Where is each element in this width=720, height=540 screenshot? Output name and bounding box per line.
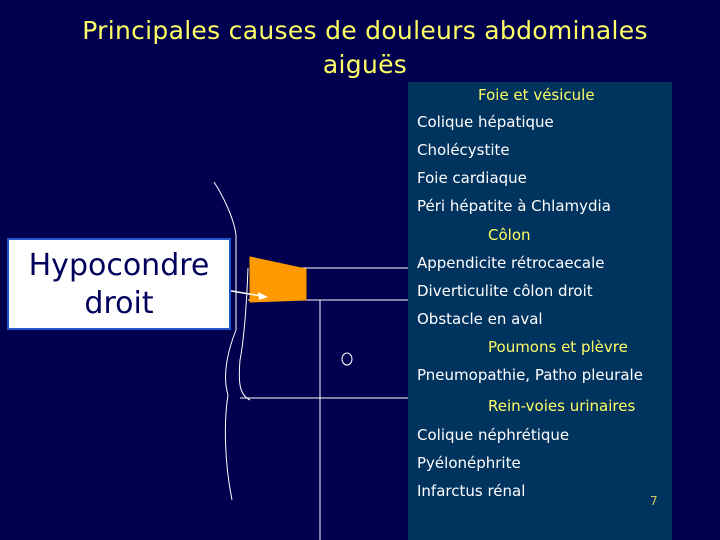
cause-item: Foie cardiaque: [417, 169, 527, 187]
page-number: 7: [650, 494, 658, 508]
cause-item: Péri hépatite à Chlamydia: [417, 197, 611, 215]
navel: [342, 353, 352, 365]
category-heading: Foie et vésicule: [478, 86, 595, 104]
cause-item: Colique hépatique: [417, 113, 554, 131]
cause-item: Diverticulite côlon droit: [417, 282, 593, 300]
category-heading: Rein-voies urinaires: [488, 397, 636, 415]
slide-title: Principales causes de douleurs abdominales aiguës: [82, 16, 648, 79]
cause-item: Infarctus rénal: [417, 482, 526, 500]
cause-item: Pneumopathie, Patho pleurale: [417, 366, 643, 384]
region-label-box: [7, 238, 231, 330]
cause-item: Obstacle en aval: [417, 310, 543, 328]
category-heading: Côlon: [488, 226, 531, 244]
region-label: Hypocondre droit: [28, 248, 210, 321]
cause-item: Pyélonéphrite: [417, 454, 521, 472]
cause-item: Cholécystite: [417, 141, 510, 159]
cause-item: Colique néphrétique: [417, 426, 570, 444]
body-outline-right: [239, 268, 250, 400]
body-outline-left: [214, 182, 236, 500]
category-heading: Poumons et plèvre: [488, 338, 628, 356]
cause-item: Appendicite rétrocaecale: [417, 254, 605, 272]
